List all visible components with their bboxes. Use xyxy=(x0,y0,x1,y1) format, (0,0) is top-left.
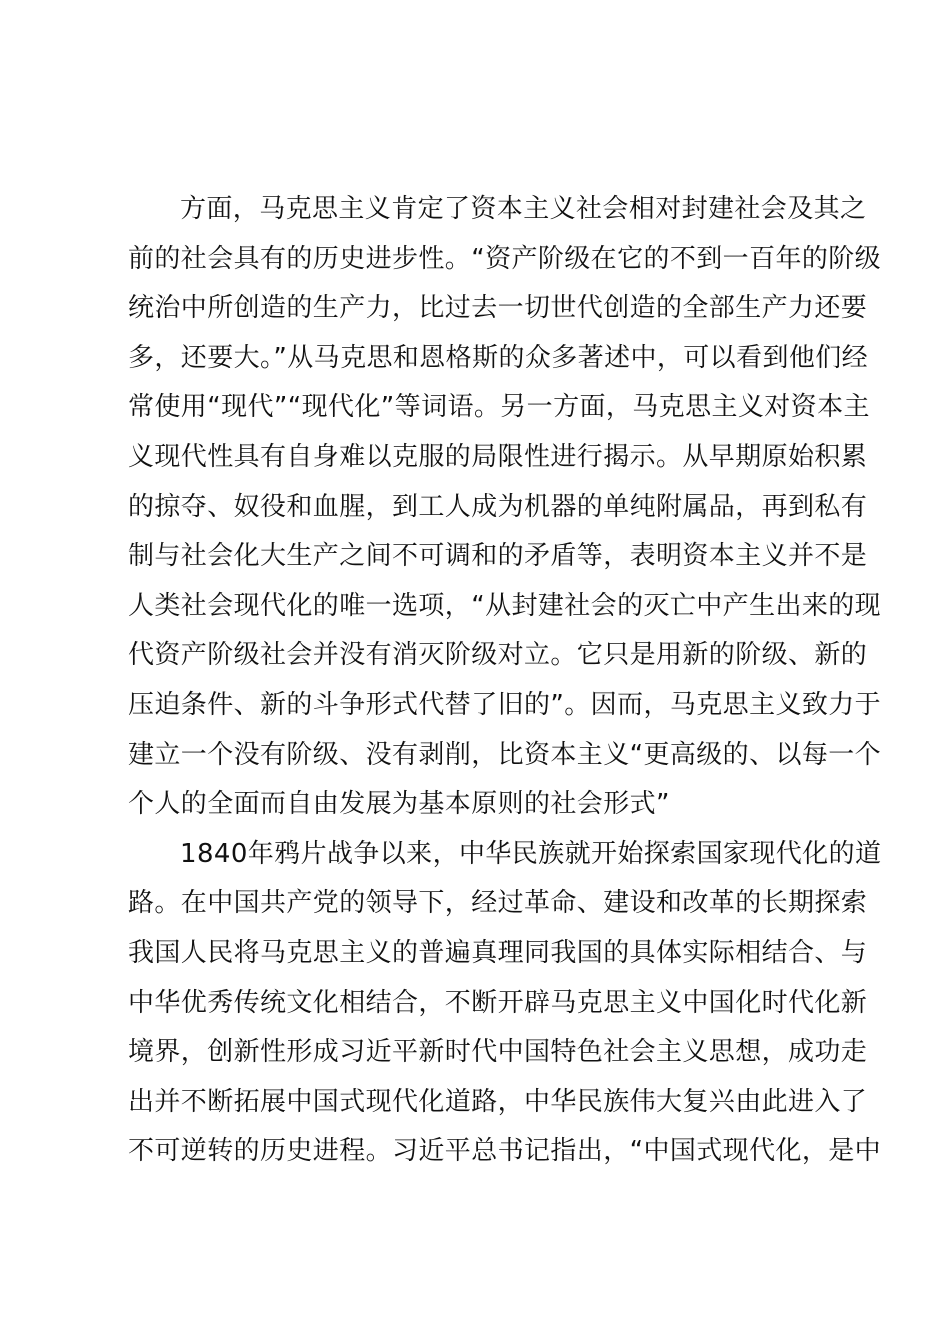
paragraph-1 xyxy=(128,185,882,830)
text-line: 路。在中国共产党的领导下，经过革命、建设和改革的长期探索 xyxy=(128,888,868,919)
text-line: 不可逆转的历史进程。习近平总书记指出，“中国式现代化，是中 xyxy=(128,1136,882,1167)
text-line: 的掠夺、奴役和血腥，到工人成为机器的单纯附属品，再到私有 xyxy=(128,491,868,522)
text-line: 代资产阶级社会并没有消灭阶级对立。它只是用新的阶级、新的 xyxy=(128,640,868,671)
text-line: 中华优秀传统文化相结合，不断开辟马克思主义中国化时代化新 xyxy=(128,987,868,1018)
document-body xyxy=(128,185,882,1177)
text-line: 境界，创新性形成习近平新时代中国特色社会主义思想，成功走 xyxy=(128,1037,868,1068)
paragraph-2 xyxy=(128,830,882,1177)
text-line: 我国人民将马克思主义的普遍真理同我国的具体实际相结合、与 xyxy=(128,937,868,968)
text-line: 建立一个没有阶级、没有剥削，比资本主义“更高级的、以每一个 xyxy=(128,739,882,770)
text-line: 统治中所创造的生产力，比过去一切世代创造的全部生产力还要 xyxy=(128,293,868,324)
text-line: 常使用“现代”“现代化”等词语。另一方面，马克思主义对资本主 xyxy=(128,392,870,423)
text-line: 人类社会现代化的唯一选项，“从封建社会的灭亡中产生出来的现 xyxy=(128,590,882,621)
text-line: 出并不断拓展中国式现代化道路，中华民族伟大复兴由此进入了 xyxy=(128,1086,868,1117)
text-line: 多，还要大。”从马克思和恩格斯的众多著述中，可以看到他们经 xyxy=(128,342,869,373)
text-line: 制与社会化大生产之间不可调和的矛盾等，表明资本主义并不是 xyxy=(128,541,868,572)
text-line: 前的社会具有的历史进步性。“资产阶级在它的不到一百年的阶级 xyxy=(128,243,882,274)
text-line: 义现代性具有自身难以克服的局限性进行揭示。从早期原始积累 xyxy=(128,441,868,472)
text-line: 压迫条件、新的斗争形式代替了旧的”。因而，马克思主义致力于 xyxy=(128,689,882,720)
text-line: 1840年鸦片战争以来，中华民族就开始探索国家现代化的道 xyxy=(180,838,882,869)
text-line: 方面，马克思主义肯定了资本主义社会相对封建社会及其之 xyxy=(180,194,867,224)
text-line: 个人的全面而自由发展为基本原则的社会形式” xyxy=(128,789,670,820)
